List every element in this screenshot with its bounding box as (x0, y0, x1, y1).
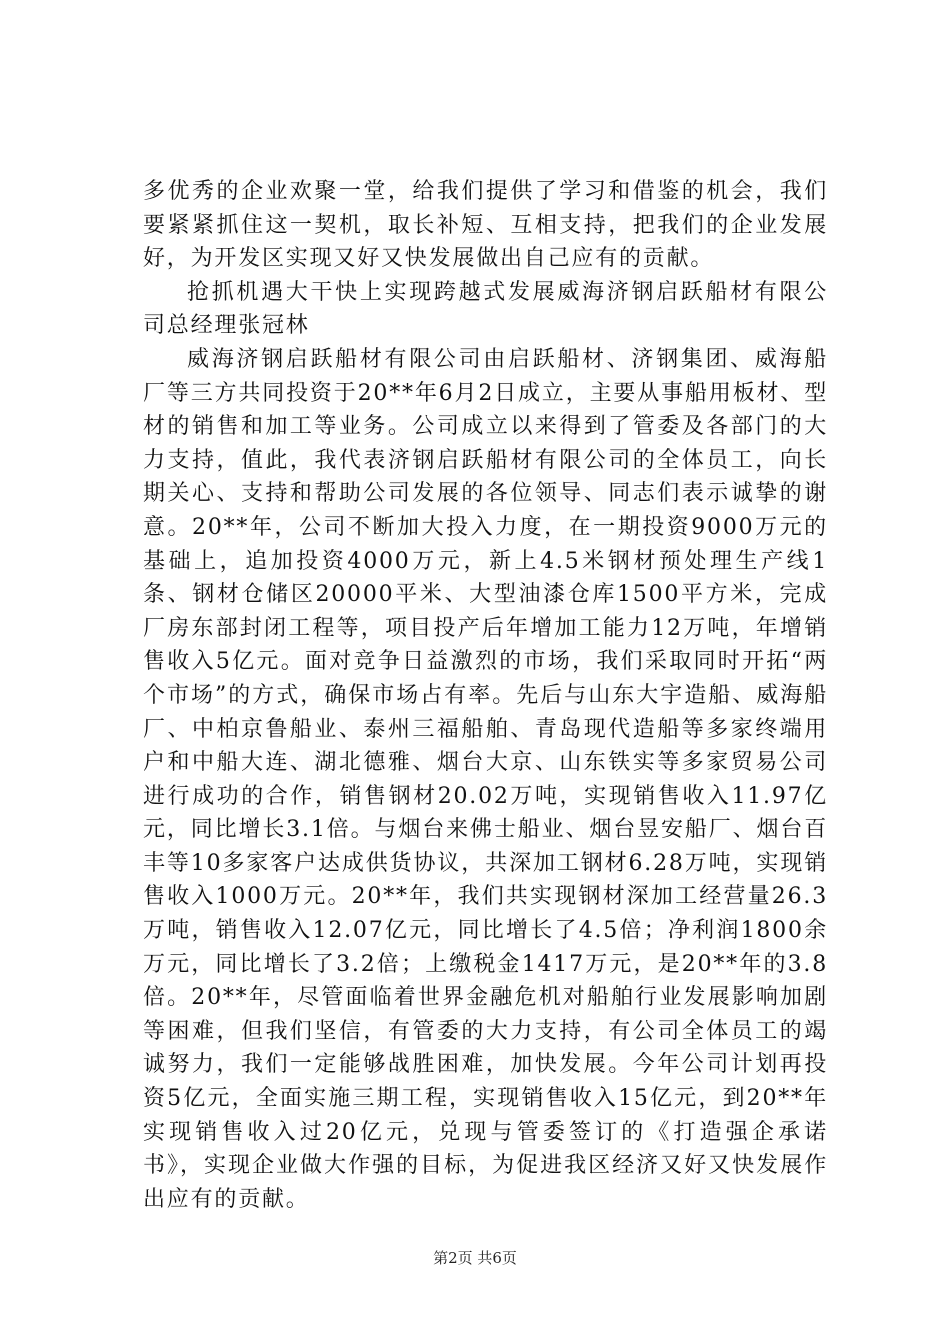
paragraph-body: 威海济钢启跃船材有限公司由启跃船材、济钢集团、威海船厂等三方共同投资于20**年6月2日成立，主要从事船用板材、型材的销售和加工等业务。公司成立以来得到了管委及各部门的大力支持，值此，我代表济钢启跃船材有限公司的全体员工，向长期关心、支持和帮助公司发展的各位领导、同志们表示诚挚的谢意。20**年，公司不断加大投入力度，在一期投资9000万元的基础上，追加投资4000万元，新上4.5米钢材预处理生产线1条、钢材仓储区20000平米、大型油漆仓库1500平方米，完成厂房东部封闭工程等，项目投产后年增加工能力12万吨，年增销售收入5亿元。面对竞争日益激烈的市场，我们采取同时开拓“两个市场”的方式，确保市场占有率。先后与山东大宇造船、威海船厂、中柏京鲁船业、泰州三福船舶、青岛现代造船等多家终端用户和中船大连、湖北德雅、烟台大京、山东铁实等多家贸易公司进行成功的合作，销售钢材20.02万吨，实现销售收入11.97亿元，同比增长3.1倍。与烟台来佛士船业、烟台昱安船厂、烟台百丰等10多家客户达成供货协议，共深加工钢材6.28万吨，实现销售收入1000万元。20**年，我们共实现钢材深加工经营量26.3万吨，销售收入12.07亿元，同比增长了4.5倍；净利润1800余万元，同比增长了3.2倍；上缴税金1417万元，是20**年的3.8倍。20**年，尽管面临着世界金融危机对船舶行业发展影响加剧等困难，但我们坚信，有管委的大力支持，有公司全体员工的竭诚努力，我们一定能够战胜困难，加快发展。今年公司计划再投资5亿元，全面实施三期工程，实现销售收入15亿元，到20**年实现销售收入过20亿元，兑现与管委签订的《打造强企承诺书》，实现企业做大作强的目标，为促进我区经济又好又快发展作出应有的贡献。 (143, 346, 828, 1212)
document-body (143, 175, 828, 1216)
page-number-footer: 第2页 共6页 (433, 1249, 517, 1267)
paragraph-section-heading: 抢抓机遇大干快上实现跨越式发展威海济钢启跃船材有限公司总经理张冠林 (143, 279, 828, 339)
paragraph-continuation: 多优秀的企业欢聚一堂，给我们提供了学习和借鉴的机会，我们要紧紧抓住这一契机，取长补短、互相支持，把我们的企业发展好，为开发区实现又好又快发展做出自己应有的贡献。 (143, 179, 828, 272)
